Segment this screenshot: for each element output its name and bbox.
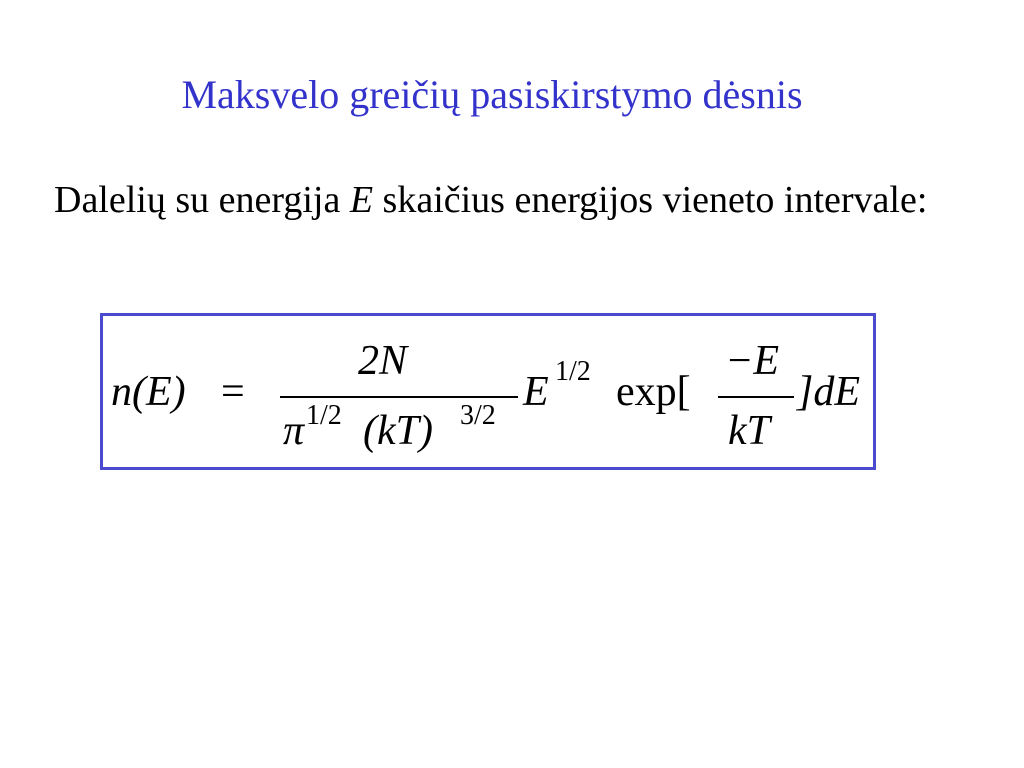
body-text-after: skaičius energijos vieneto intervale: xyxy=(373,179,928,221)
fraction2-numerator: −E xyxy=(725,338,779,384)
body-paragraph xyxy=(54,174,974,226)
fraction2-denominator: kT xyxy=(728,408,770,454)
formula-equals: = xyxy=(221,369,245,415)
slide-title: Maksvelo greičių pasiskirstymo dėsnis xyxy=(181,72,803,117)
fraction1-den-pi-exponent: 1/2 xyxy=(306,400,342,431)
fraction1-numerator: 2N xyxy=(358,338,408,384)
body-variable-e: E xyxy=(349,179,374,221)
formula-tail: ]dE xyxy=(797,369,860,415)
formula-lhs: n(E) xyxy=(111,369,186,415)
fraction1-den-kt-exponent: 3/2 xyxy=(460,400,496,431)
formula-e-exponent: 1/2 xyxy=(555,356,591,387)
fraction1-den-kt: (kT) xyxy=(363,408,433,454)
body-text-before: Dalelių su energija xyxy=(54,179,350,221)
formula xyxy=(103,316,873,467)
fraction2-bar xyxy=(718,396,794,398)
formula-e-base: E xyxy=(523,369,549,415)
fraction1-bar xyxy=(280,396,518,398)
formula-exp: exp[ xyxy=(616,369,691,415)
formula-box xyxy=(100,313,876,470)
fraction1-den-pi: π xyxy=(283,408,305,454)
